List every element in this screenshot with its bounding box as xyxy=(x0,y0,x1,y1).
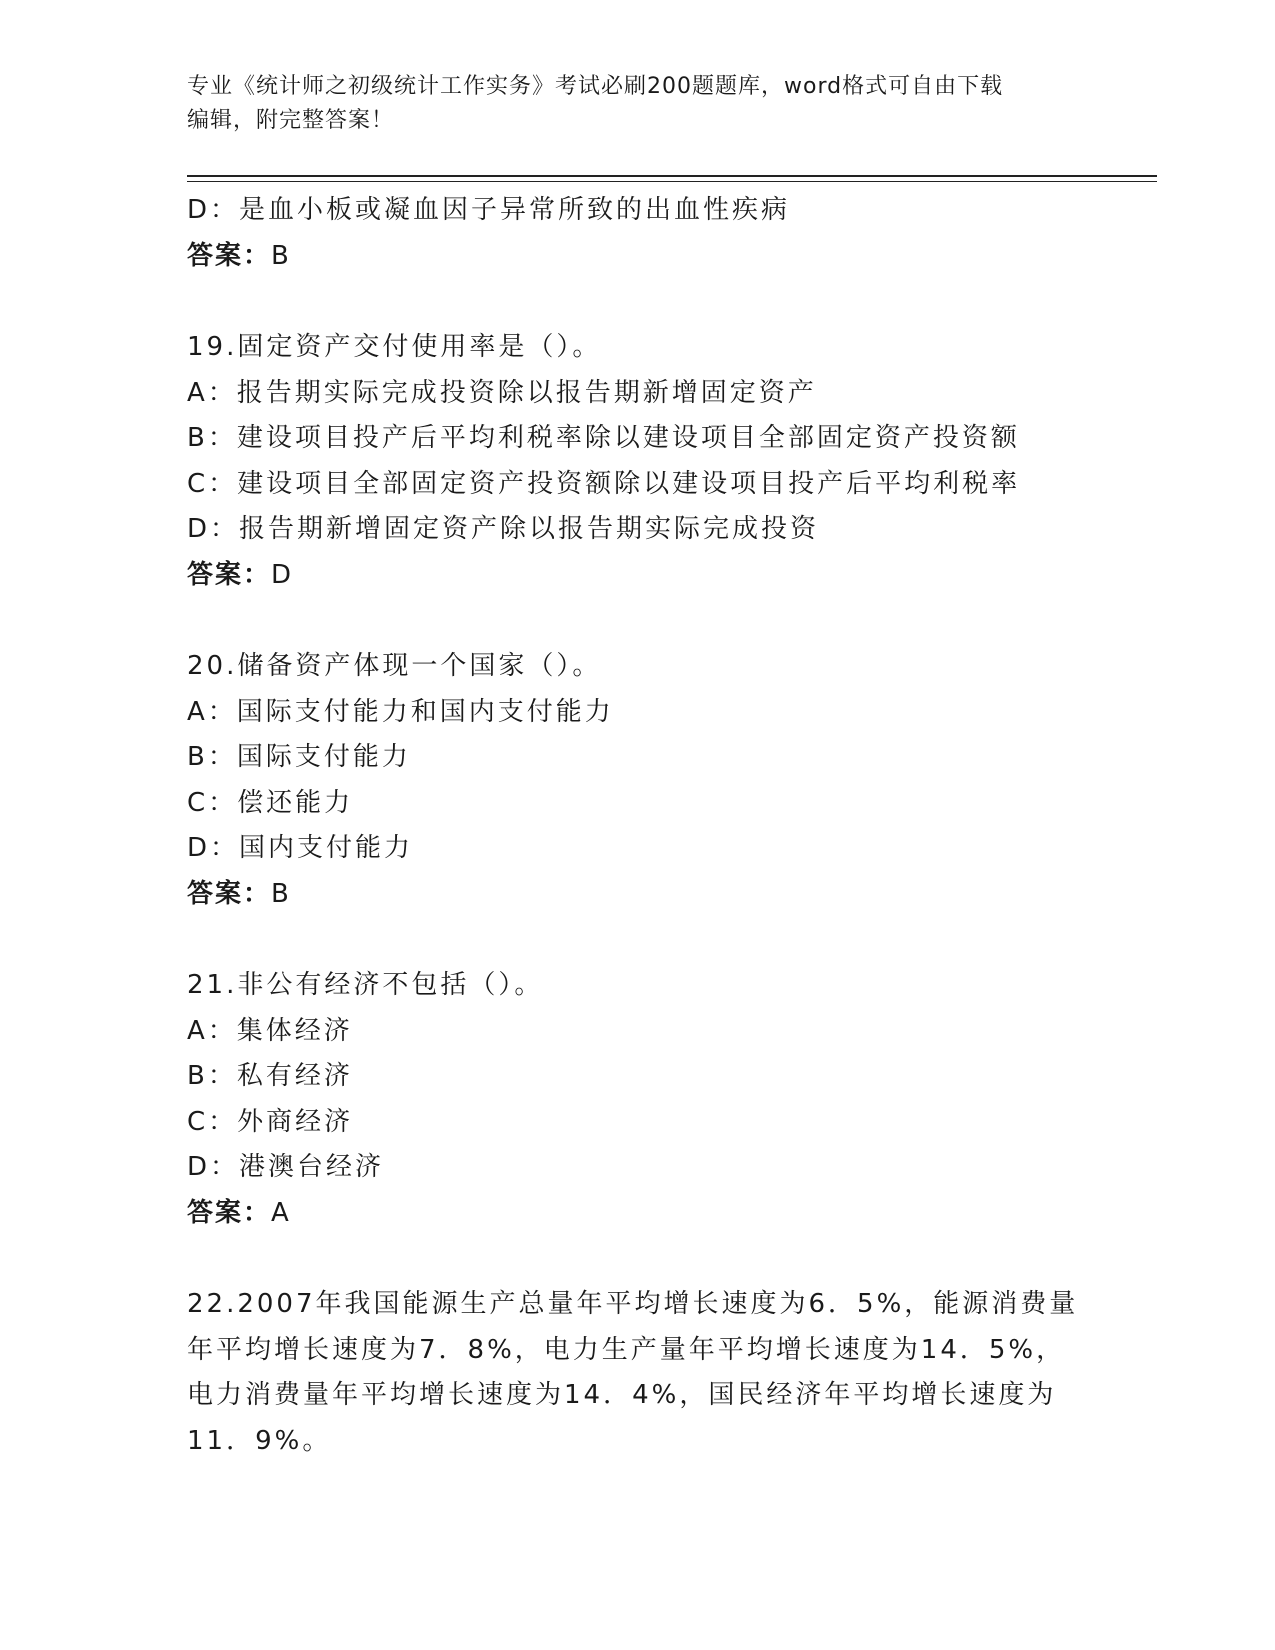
question-stem: 20.储备资产体现一个国家（）。 xyxy=(187,651,602,681)
option-a: A：集体经济 xyxy=(187,1015,353,1046)
option-d: D：报告期新增固定资产除以报告期实际完成投资 xyxy=(187,514,820,544)
header-divider-thin xyxy=(187,181,1157,182)
option-c: C：建设项目全部固定资产投资额除以建设项目投产后平均利税率 xyxy=(187,468,1021,499)
answer-value: D xyxy=(271,559,292,590)
document-body xyxy=(187,188,1087,1464)
option-d: D：港澳台经济 xyxy=(187,1152,385,1182)
question-22-line-2: 年平均增长速度为7．8%，电力生产量年平均增长速度为14．5%， xyxy=(187,1334,1066,1365)
prev-option-d: D：是血小板或凝血因子异常所致的出血性疾病 xyxy=(187,195,791,225)
header-title-line-2: 编辑，附完整答案！ xyxy=(187,108,395,133)
document-header xyxy=(187,70,1087,138)
spacer xyxy=(187,598,1087,644)
option-a: A：报告期实际完成投资除以报告期新增固定资产 xyxy=(187,377,817,408)
question-21 xyxy=(187,963,1087,1236)
header-title-line-1: 专业《统计师之初级统计工作实务》考试必刷200题题库，word格式可自由下载 xyxy=(187,74,1004,99)
option-a: A：国际支付能力和国内支付能力 xyxy=(187,696,614,727)
option-b: B：国际支付能力 xyxy=(187,742,411,772)
option-b: B：建设项目投产后平均利税率除以建设项目全部固定资产投资额 xyxy=(187,423,1020,453)
header-divider-thick xyxy=(187,175,1157,177)
question-22-line-1: 22.2007年我国能源生产总量年平均增长速度为6．5%，能源消费量 xyxy=(187,1289,1079,1319)
answer-label: 答案： xyxy=(187,559,272,590)
answer-label: 答案： xyxy=(187,878,272,909)
question-20 xyxy=(187,644,1087,917)
answer-label: 答案： xyxy=(187,1197,272,1228)
answer-value: B xyxy=(271,240,289,271)
spacer xyxy=(187,917,1087,963)
answer xyxy=(187,872,1087,918)
question-22-line-4: 11．9%。 xyxy=(187,1425,332,1456)
answer-label: 答案： xyxy=(187,240,272,271)
question-19 xyxy=(187,325,1087,598)
answer-value: B xyxy=(271,878,289,909)
option-c: C：偿还能力 xyxy=(187,787,354,818)
question-stem: 21.非公有经济不包括（）。 xyxy=(187,970,544,1000)
answer-value: A xyxy=(271,1197,289,1228)
question-stem: 19.固定资产交付使用率是（）。 xyxy=(187,332,602,362)
option-c: C：外商经济 xyxy=(187,1106,354,1137)
answer xyxy=(187,553,1087,599)
question-22 xyxy=(187,1282,1079,1464)
option-b: B：私有经济 xyxy=(187,1061,353,1091)
question-22-line-3: 电力消费量年平均增长速度为14．4%，国民经济年平均增长速度为 xyxy=(187,1380,1057,1410)
answer xyxy=(187,1191,1087,1237)
spacer xyxy=(187,279,1087,325)
option-d: D：国内支付能力 xyxy=(187,833,414,863)
prev-answer xyxy=(187,234,1087,280)
spacer xyxy=(187,1236,1087,1282)
